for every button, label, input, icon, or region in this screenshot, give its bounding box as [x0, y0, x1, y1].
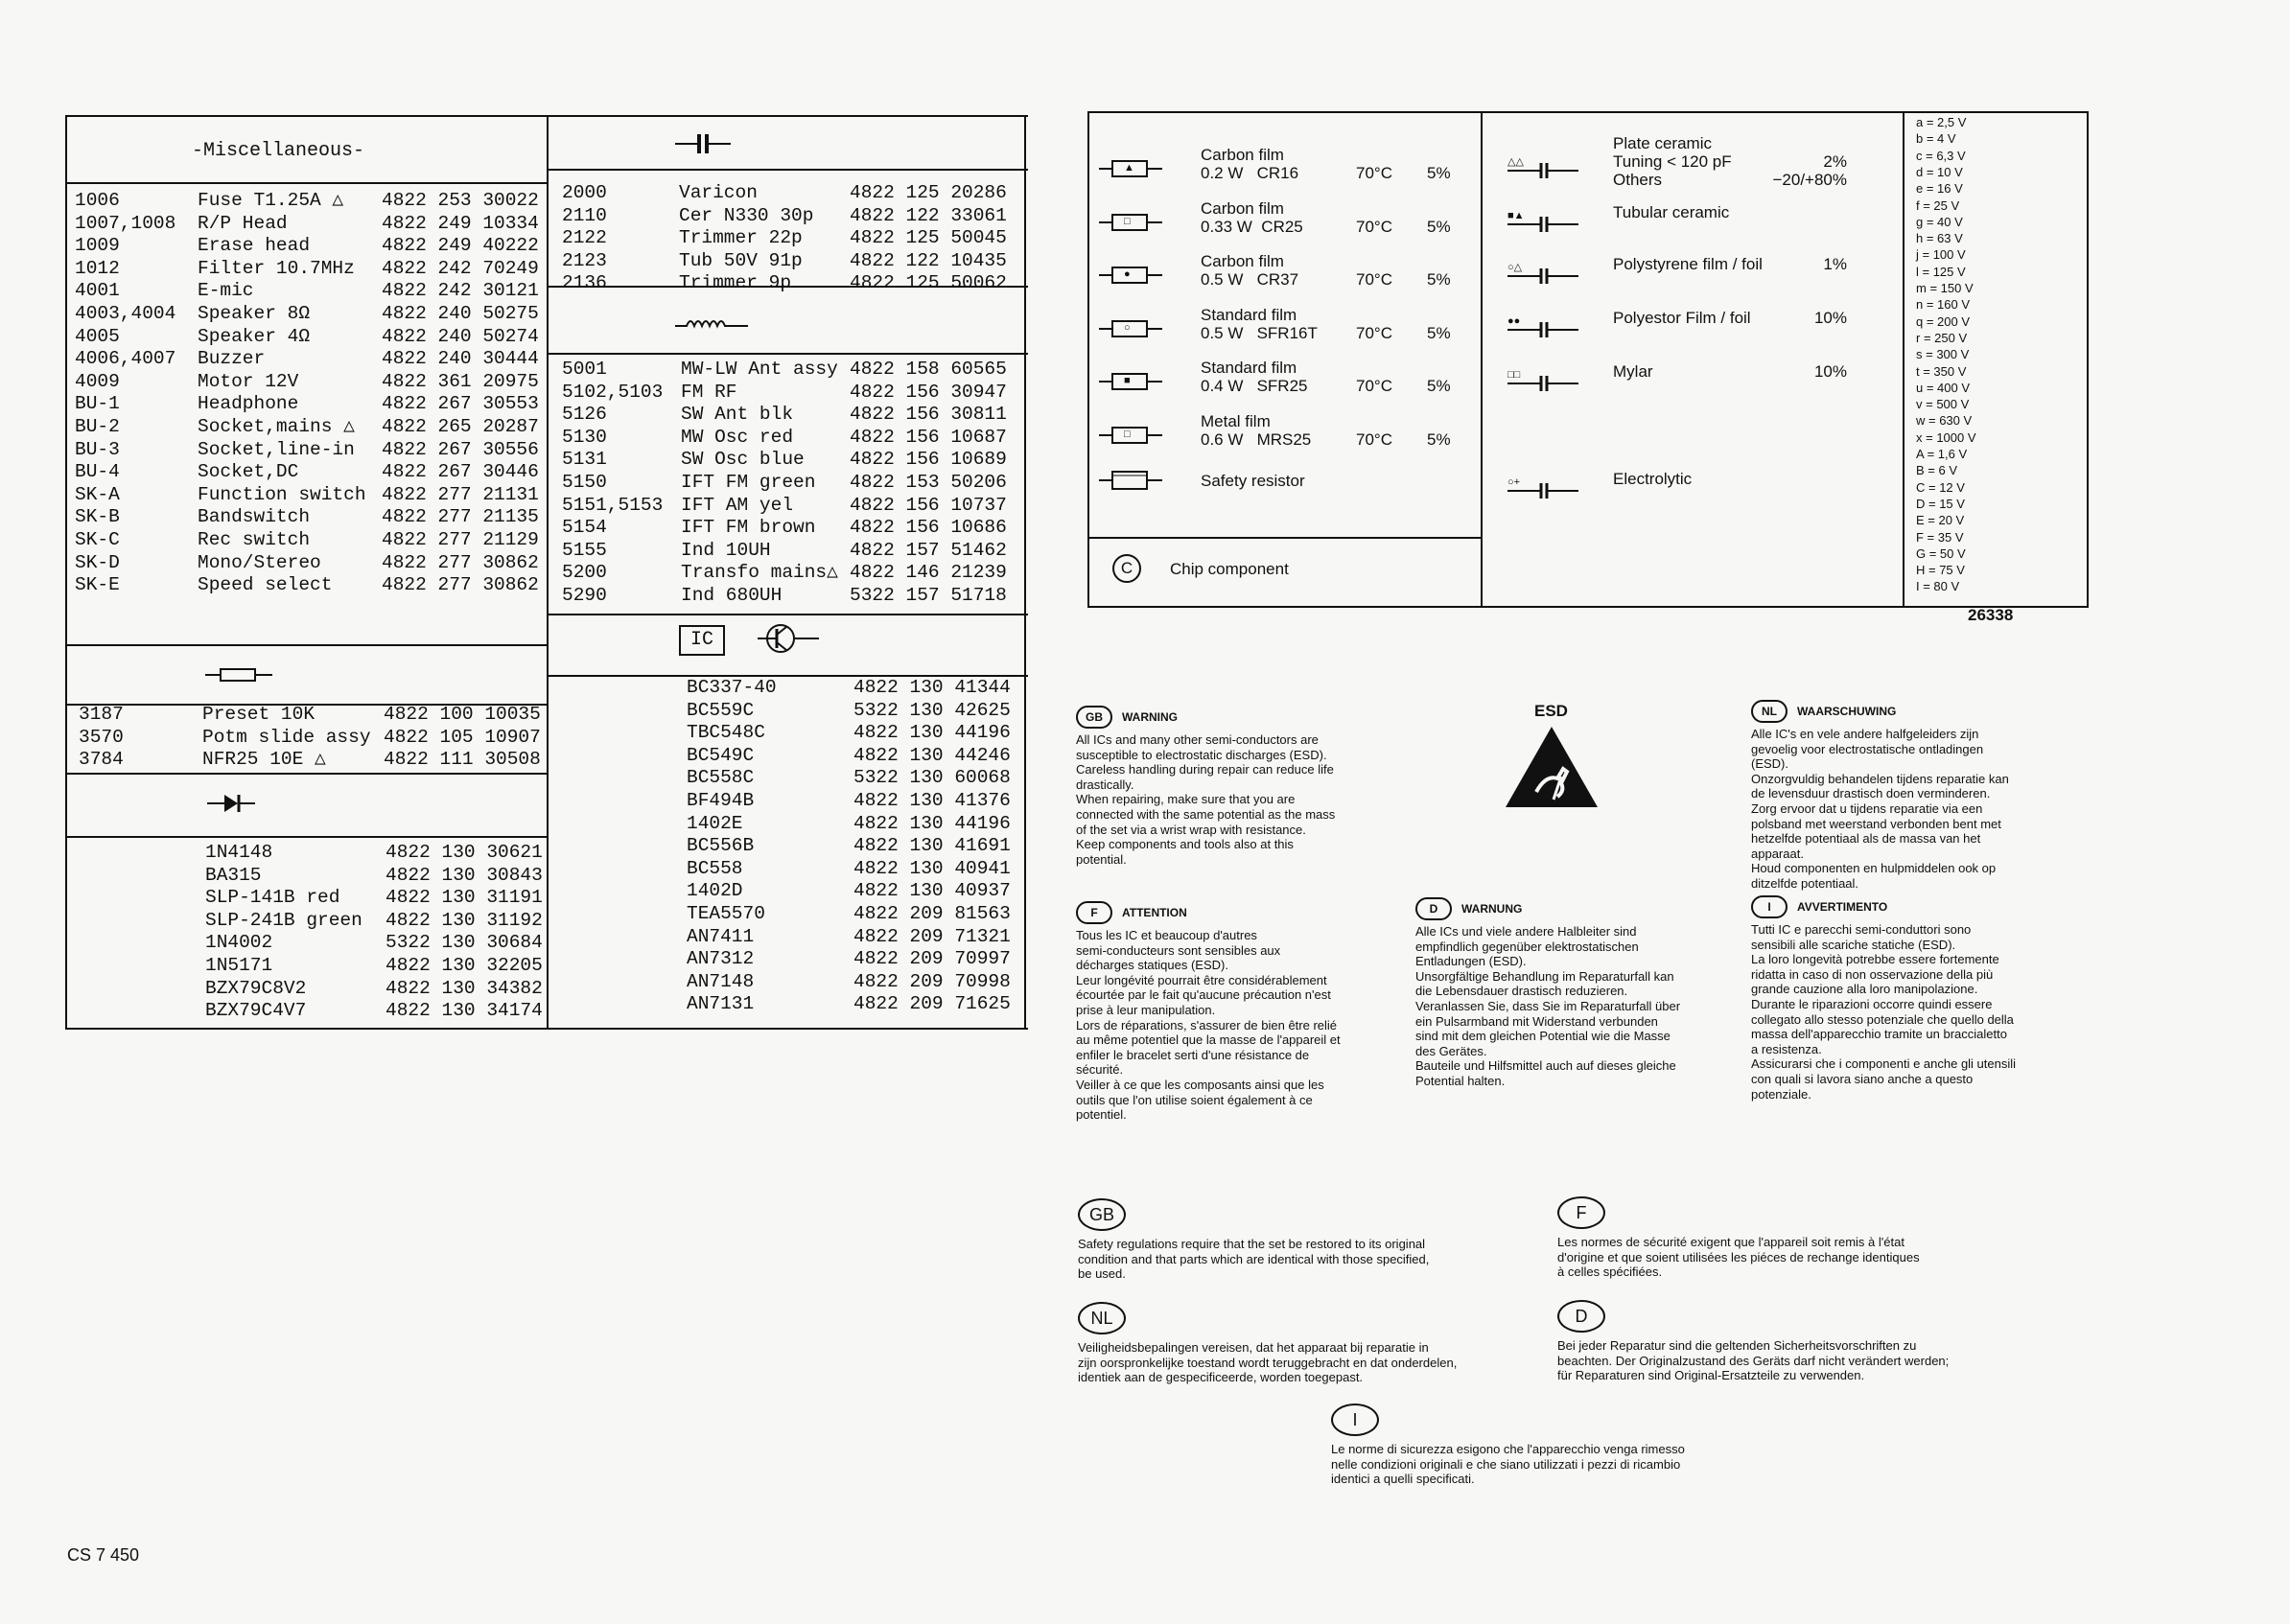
language-tag: GB — [1076, 706, 1112, 729]
voltage-code: v = 500 V — [1916, 397, 1970, 412]
capacitor-mark-icon: ●● — [1507, 315, 1521, 327]
resistor-mark-icon: □ — [1124, 429, 1131, 440]
ref-cell: 1007,1008 — [75, 212, 176, 234]
part-number-cell: 4822 122 33061 — [850, 204, 1007, 226]
ref-cell: 2110 — [562, 204, 607, 226]
language-tag: NL — [1751, 700, 1788, 723]
desc-cell: 1N4002 — [205, 932, 273, 954]
resistor-name: Standard film — [1201, 305, 1297, 324]
voltage-code: b = 4 V — [1916, 131, 1956, 147]
desc-cell: SLP-241B green — [205, 909, 362, 931]
ref-cell: 5150 — [562, 472, 607, 493]
part-number-cell: 4822 156 30947 — [850, 381, 1007, 403]
voltage-code: f = 25 V — [1916, 197, 1960, 213]
desc-cell: Transfo mains△ — [681, 562, 838, 584]
desc-cell: BA315 — [205, 864, 262, 886]
desc-cell: IFT AM yel — [681, 494, 794, 516]
esd-warning-f — [1076, 901, 1392, 1123]
chip-icon: C — [1112, 554, 1141, 583]
resistor-name: Metal film — [1201, 412, 1271, 430]
part-number-cell: 4822 130 32205 — [386, 955, 543, 976]
resistor-mark-icon: ■ — [1124, 375, 1131, 387]
warning-text: Tutti IC e parecchi semi-conduttori sono sensibili alle scariche statiche (ESD). La loro longevità potrebbe essere fortemente ridatta in caso di non osservazione della più grande cauzione alla loro manipolazione. Durante le riparazioni occorre quindi essere collegato allo stesso potenziale che quello della massa dell'apparecchio tramite un braccialetto a resistenza. Assicurarsi che i componenti e anche gli utensili con quali si lavora siano anche a questo potenziale. — [1751, 922, 2017, 1102]
resistor-mark-icon: ○ — [1124, 321, 1131, 334]
part-number-cell: 4822 130 40937 — [853, 880, 1011, 902]
capacitor-tolerance: 2% −20/+80% — [1772, 152, 1847, 189]
part-number-cell: 4822 240 50275 — [382, 303, 539, 324]
component-legend — [1087, 111, 2089, 608]
part-number-cell: 4822 111 30508 — [384, 749, 541, 771]
ref-cell: 5131 — [562, 449, 607, 471]
ref-cell: BU-4 — [75, 461, 120, 483]
desc-cell: MW Osc red — [681, 426, 794, 448]
part-number-cell: 4822 125 50045 — [850, 227, 1007, 249]
capacitor-mark-icon: ■▲ — [1507, 210, 1525, 221]
resistor-temp: 70°C — [1356, 430, 1392, 449]
voltage-code: F = 35 V — [1916, 529, 1964, 545]
desc-cell: Speaker 4Ω — [198, 325, 311, 347]
desc-cell: SLP-141B red — [205, 887, 340, 909]
esd-warning-i — [1751, 895, 2068, 1102]
part-number-cell: 5322 130 60068 — [853, 767, 1011, 789]
esd-warning-gb — [1076, 706, 1392, 867]
desc-cell: BZX79C8V2 — [205, 977, 307, 999]
warning-header — [1076, 706, 1392, 729]
capacitor-name: Plate ceramic Tuning < 120 pF Others — [1613, 134, 1732, 189]
ref-cell: 4001 — [75, 280, 120, 302]
ref-cell: 5126 — [562, 404, 607, 426]
legend-code: 26338 — [1968, 606, 2014, 624]
part-number-cell: 4822 130 30843 — [386, 864, 543, 886]
desc-cell: Mono/Stereo — [198, 551, 321, 573]
resistor-spec: 0.5 W SFR16T — [1201, 323, 1318, 342]
desc-cell: 1N4148 — [205, 842, 273, 863]
resistor-tolerance: 5% — [1427, 164, 1451, 182]
voltage-code: G = 50 V — [1916, 545, 1966, 561]
voltage-code: I = 80 V — [1916, 579, 1960, 594]
capacitor-tolerance: 10% — [1813, 362, 1847, 381]
ref-cell: SK-A — [75, 483, 120, 505]
resistor-type — [1087, 306, 1471, 352]
resistor-temp: 70°C — [1356, 323, 1392, 342]
warning-text: All ICs and many other semi-conductors are susceptible to electrostatic discharges (ESD). Careless handling during repair can reduce life drastically. When repairing, make sure that you are connected with the same potential as the mass of the set via a wrist wrap with resistance. Keep components and tools also at this potential. — [1076, 732, 1336, 867]
footer-model: CS 7 450 — [67, 1545, 140, 1565]
resistor-type — [1087, 199, 1471, 245]
ref-cell: 3784 — [79, 749, 124, 771]
desc-cell: Preset 10K — [202, 704, 315, 725]
safety-text: Le norme di sicurezza esigono che l'apparecchio venga rimesso nelle condizioni originali e che siano utilizzati i pezzi di ricambio identici a quelli specificati. — [1331, 1442, 1685, 1487]
esd-warning-d — [1415, 897, 1732, 1089]
esd-warning-nl — [1751, 700, 2068, 892]
desc-cell: BC558 — [687, 857, 743, 879]
desc-cell: R/P Head — [198, 212, 288, 234]
part-number-cell: 5322 157 51718 — [850, 585, 1007, 606]
voltage-code: m = 150 V — [1916, 281, 1974, 295]
part-number-cell: 4822 267 30556 — [382, 438, 539, 460]
resistor-tolerance: 5% — [1427, 270, 1451, 290]
voltage-code: q = 200 V — [1916, 313, 1971, 329]
voltage-code: d = 10 V — [1916, 164, 1963, 179]
ref-cell: 5151,5153 — [562, 494, 664, 516]
safety-text: Veiligheidsbepalingen vereisen, dat het apparaat bij reparatie in zijn oorspronkelijke toestand wordt teruggebracht en dat onderdelen, identiek aan de gespecificeerde, worden toegepast. — [1078, 1340, 1458, 1385]
voltage-code: h = 63 V — [1916, 231, 1963, 246]
voltage-code: c = 6,3 V — [1916, 148, 1966, 163]
voltage-code: a = 2,5 V — [1916, 115, 1967, 129]
misc-header: -Miscellaneous- — [192, 140, 365, 162]
safety-resistor-label: Safety resistor — [1201, 472, 1305, 490]
part-number-cell: 5322 130 30684 — [386, 932, 543, 954]
part-number-cell: 4822 130 41344 — [853, 677, 1011, 698]
desc-cell: BZX79C4V7 — [205, 1000, 307, 1022]
voltage-code: E = 20 V — [1916, 513, 1965, 528]
ref-cell: 5154 — [562, 517, 607, 539]
diode-symbol-icon — [207, 792, 255, 815]
voltage-code: A = 1,6 V — [1916, 447, 1968, 461]
resistor-tolerance: 5% — [1427, 217, 1451, 236]
desc-cell: BC556B — [687, 835, 755, 857]
desc-cell: BC549C — [687, 744, 755, 766]
part-number-cell: 4822 130 41376 — [853, 790, 1011, 811]
resistor-mark-icon: □ — [1124, 215, 1131, 227]
resistor-spec: 0.5 W CR37 — [1201, 270, 1299, 290]
part-number-cell: 4822 156 10686 — [850, 517, 1007, 539]
voltage-code: C = 12 V — [1916, 479, 1965, 495]
resistor-mark-icon: ▲ — [1124, 162, 1134, 174]
part-number-cell: 4822 209 81563 — [853, 903, 1011, 924]
part-number-cell: 4822 209 70998 — [853, 970, 1011, 992]
part-number-cell: 5322 130 42625 — [853, 699, 1011, 721]
resistor-tolerance: 5% — [1427, 377, 1451, 396]
ref-cell: 5130 — [562, 426, 607, 448]
part-number-cell: 4822 267 30553 — [382, 393, 539, 415]
desc-cell: Varicon — [679, 182, 758, 203]
resistor-spec: 0.2 W CR16 — [1201, 164, 1299, 182]
part-number-cell: 4822 130 34174 — [386, 1000, 543, 1022]
voltage-code: B = 6 V — [1916, 463, 1957, 478]
capacitor-mark-icon: □□ — [1507, 369, 1521, 381]
desc-cell: Headphone — [198, 393, 299, 415]
capacitor-tolerance: 10% — [1813, 309, 1847, 327]
safety-note-d — [1557, 1300, 2018, 1383]
ref-cell: BU-1 — [75, 393, 120, 415]
resistor-temp: 70°C — [1356, 164, 1392, 182]
ref-cell: 2000 — [562, 182, 607, 203]
desc-cell: AN7411 — [687, 925, 755, 947]
desc-cell: Socket,DC — [198, 461, 299, 483]
warning-title: WAARSCHUWING — [1797, 705, 1897, 718]
ref-cell: SK-C — [75, 529, 120, 550]
part-number-cell: 4822 249 40222 — [382, 235, 539, 257]
part-number-cell: 4822 242 30121 — [382, 280, 539, 302]
ref-cell: 5102,5103 — [562, 381, 664, 403]
warning-title: WARNING — [1122, 710, 1178, 724]
resistor-spec: 0.33 W CR25 — [1201, 217, 1303, 236]
part-number-cell: 4822 277 30862 — [382, 551, 539, 573]
ref-cell: 4003,4004 — [75, 303, 176, 324]
capacitor-mark-icon: △△ — [1507, 156, 1524, 168]
resistor-type — [1087, 412, 1471, 458]
resistor-temp: 70°C — [1356, 270, 1392, 290]
warning-text: Alle IC's en vele andere halfgeleiders zijn gevoelig voor electrostatische ontladingen (ESD). Onzorgvuldig behandelen tijdens reparatie kan de levensduur drastisch doen verminderen. Zorg ervoor dat u tijdens reparatie via een polsband met weerstand verbonden bent met hetzelfde potentiaal als de massa van het apparaat. Houd componenten en hulpmiddelen ook op ditzelfde potentiaal. — [1751, 727, 2009, 891]
chip-component-label: Chip component — [1170, 560, 1289, 578]
part-number-cell: 4822 242 70249 — [382, 257, 539, 279]
desc-cell: Socket,mains △ — [198, 416, 355, 437]
resistor-name: Carbon film — [1201, 146, 1284, 164]
desc-cell: Trimmer 22p — [679, 227, 803, 249]
warning-text: Alle ICs und viele andere Halbleiter sind empfindlich gegenüber elektrostatischen Entladungen (ESD). Unsorgfältige Behandlung im Reparaturfall kan die Lebensdauer drastisch reduzieren. Veranlassen Sie, dass Sie im Reparaturfall über ein Pulsarmband mit Widerstand verbunden sind mit dem gleichen Potential wie die Masse des Gerätes. Bauteile und Hilfsmittel auch auf dieses gleiche Potential halten. — [1415, 924, 1681, 1088]
part-number-cell: 4822 267 30446 — [382, 461, 539, 483]
resistor-temp: 70°C — [1356, 217, 1392, 236]
warning-header — [1415, 897, 1732, 920]
part-number-cell: 4822 122 10435 — [850, 249, 1007, 271]
safety-text: Bei jeder Reparatur sind die geltenden Sicherheitsvorschriften zu beachten. Der Originalzustand des Geräts darf nicht verändert werden; für Reparaturen sind Original-Ersatzteile zu verwenden. — [1557, 1338, 1950, 1383]
part-number-cell: 4822 265 20287 — [382, 416, 539, 437]
safety-note-gb — [1078, 1198, 1538, 1282]
safety-note-nl — [1078, 1302, 1538, 1385]
desc-cell: Motor 12V — [198, 370, 299, 392]
language-tag: I — [1331, 1404, 1379, 1436]
desc-cell: AN7312 — [687, 948, 755, 970]
desc-cell: BF494B — [687, 790, 755, 811]
desc-cell: AN7148 — [687, 970, 755, 992]
part-number-cell: 4822 157 51462 — [850, 539, 1007, 561]
voltage-code: H = 75 V — [1916, 563, 1965, 578]
language-tag: NL — [1078, 1302, 1126, 1334]
part-number-cell: 4822 158 60565 — [850, 359, 1007, 380]
desc-cell: BC337-40 — [687, 677, 777, 698]
part-number-cell: 4822 130 34382 — [386, 977, 543, 999]
ref-cell: 3570 — [79, 726, 124, 748]
capacitor-name: Polystyrene film / foil — [1613, 255, 1763, 273]
desc-cell: Potm slide assy — [202, 726, 371, 748]
ref-cell: BU-2 — [75, 416, 120, 437]
part-number-cell: 4822 100 10035 — [384, 704, 541, 725]
desc-cell: MW-LW Ant assy — [681, 359, 838, 380]
ref-cell: 3187 — [79, 704, 124, 725]
desc-cell: Rec switch — [198, 529, 311, 550]
part-number-cell: 4822 105 10907 — [384, 726, 541, 748]
voltage-code: t = 350 V — [1916, 363, 1967, 379]
voltage-code: u = 400 V — [1916, 380, 1971, 395]
safety-note-f — [1557, 1196, 2018, 1280]
part-number-cell: 4822 240 50274 — [382, 325, 539, 347]
voltage-code: s = 300 V — [1916, 347, 1970, 362]
part-number-cell: 4822 130 31191 — [386, 887, 543, 909]
voltage-code: g = 40 V — [1916, 214, 1963, 229]
desc-cell: TBC548C — [687, 722, 765, 744]
voltage-code: l = 125 V — [1916, 264, 1966, 279]
language-tag: F — [1557, 1196, 1605, 1229]
desc-cell: Cer N330 30p — [679, 204, 814, 226]
voltage-code: D = 15 V — [1916, 496, 1965, 511]
voltage-code: j = 100 V — [1916, 247, 1966, 263]
capacitor-tolerance: 1% — [1823, 255, 1847, 273]
desc-cell: Erase head — [198, 235, 311, 257]
desc-cell: IFT FM green — [681, 472, 816, 493]
ref-cell: SK-D — [75, 551, 120, 573]
safety-resistor-icon — [1099, 468, 1162, 493]
resistor-mark-icon: ● — [1124, 268, 1131, 281]
safety-text: Safety regulations require that the set be restored to its original condition and that parts which are identical with those specified, be used. — [1078, 1237, 1430, 1282]
part-number-cell: 4822 130 41691 — [853, 835, 1011, 857]
resistor-spec: 0.4 W SFR25 — [1201, 377, 1308, 396]
warning-header — [1076, 901, 1392, 924]
desc-cell: Fuse T1.25A △ — [198, 190, 344, 211]
part-number-cell: 4822 253 30022 — [382, 190, 539, 211]
part-number-cell: 4822 361 20975 — [382, 370, 539, 392]
desc-cell: Ind 680UH — [681, 585, 783, 606]
voltage-code: e = 16 V — [1916, 181, 1963, 197]
capacitor-symbol-icon — [675, 132, 733, 155]
resistor-type — [1087, 359, 1471, 405]
language-tag: F — [1076, 901, 1112, 924]
desc-cell: SW Ant blk — [681, 404, 794, 426]
ic-symbol-icon: IC — [679, 625, 725, 656]
language-tag: GB — [1078, 1198, 1126, 1231]
part-number-cell: 4822 277 21135 — [382, 506, 539, 528]
voltage-code: n = 160 V — [1916, 297, 1971, 313]
capacitor-name: Tubular ceramic — [1613, 203, 1730, 221]
desc-cell: TEA5570 — [687, 903, 765, 924]
desc-cell: Ind 10UH — [681, 539, 771, 561]
resistor-temp: 70°C — [1356, 377, 1392, 396]
ref-cell: SK-E — [75, 574, 120, 596]
ref-cell: 4006,4007 — [75, 348, 176, 370]
part-number-cell: 4822 130 31192 — [386, 909, 543, 931]
part-number-cell: 4822 277 21131 — [382, 483, 539, 505]
desc-cell: Speed select — [198, 574, 333, 596]
desc-cell: NFR25 10E △ — [202, 749, 326, 771]
desc-cell: Socket,line-in — [198, 438, 355, 460]
ref-cell: 1012 — [75, 257, 120, 279]
desc-cell: Tub 50V 91p — [679, 249, 803, 271]
resistor-name: Carbon film — [1201, 252, 1284, 271]
part-number-cell: 4822 277 21129 — [382, 529, 539, 550]
part-number-cell: 4822 130 44196 — [853, 722, 1011, 744]
desc-cell: Bandswitch — [198, 506, 311, 528]
desc-cell: AN7131 — [687, 993, 755, 1015]
ref-cell: 2122 — [562, 227, 607, 249]
resistor-type — [1087, 146, 1471, 192]
ref-cell: 5001 — [562, 359, 607, 380]
language-tag: I — [1751, 895, 1788, 918]
capacitor-name: Mylar — [1613, 362, 1653, 381]
part-number-cell: 4822 125 20286 — [850, 182, 1007, 203]
part-number-cell: 4822 249 10334 — [382, 212, 539, 234]
part-number-cell: 4822 209 70997 — [853, 948, 1011, 970]
ref-cell: 5200 — [562, 562, 607, 584]
part-number-cell: 4822 130 44246 — [853, 744, 1011, 766]
voltage-code: w = 630 V — [1916, 413, 1973, 429]
resistor-tolerance: 5% — [1427, 323, 1451, 342]
transistor-symbol-icon — [758, 621, 819, 656]
resistor-name: Standard film — [1201, 359, 1297, 378]
part-number-cell: 4822 146 21239 — [850, 562, 1007, 584]
resistor-spec: 0.6 W MRS25 — [1201, 430, 1312, 449]
part-number-cell: 4822 156 10737 — [850, 494, 1007, 516]
warning-header — [1751, 895, 2068, 918]
ref-cell: BU-3 — [75, 438, 120, 460]
part-number-cell: 4822 209 71321 — [853, 925, 1011, 947]
warning-title: AVVERTIMENTO — [1797, 900, 1888, 914]
desc-cell: 1402D — [687, 880, 743, 902]
warning-text: Tous les IC et beaucoup d'autres semi-conducteurs sont sensibles aux décharges statiques (ESD). Leur longévité pourrait être considérablement écourtée par le fait qu'aucune précaution n'est prise à leur manipulation. Lors de réparations, s'assurer de bien être relié au même potentiel que la masse de l'appareil et enfiler le bracelet serti d'une résistance de sécurité. Veiller à ce que les composants ainsi que les outils que l'on utilise soient également à ce potentiel. — [1076, 928, 1341, 1123]
resistor-symbol-icon — [205, 665, 272, 684]
desc-cell: Trimmer 9p — [679, 272, 792, 294]
part-number-cell: 4822 209 71625 — [853, 993, 1011, 1015]
parts-table — [65, 115, 1028, 1032]
desc-cell: E-mic — [198, 280, 254, 302]
esd-warning-icon — [1504, 725, 1600, 809]
part-number-cell: 4822 156 10689 — [850, 449, 1007, 471]
desc-cell: Speaker 8Ω — [198, 303, 311, 324]
part-number-cell: 4822 156 30811 — [850, 404, 1007, 426]
voltage-code: r = 250 V — [1916, 330, 1968, 345]
part-number-cell: 4822 130 40941 — [853, 857, 1011, 879]
ref-cell: 1009 — [75, 235, 120, 257]
warning-title: ATTENTION — [1122, 906, 1187, 919]
ref-cell: 5290 — [562, 585, 607, 606]
ref-cell: 4005 — [75, 325, 120, 347]
capacitor-name: Polyestor Film / foil — [1613, 309, 1751, 327]
part-number-cell: 4822 277 30862 — [382, 574, 539, 596]
desc-cell: 1N5171 — [205, 955, 273, 976]
desc-cell: Buzzer — [198, 348, 266, 370]
safety-note-i — [1331, 1404, 1791, 1487]
warning-header — [1751, 700, 2068, 723]
resistor-name: Carbon film — [1201, 198, 1284, 218]
ref-cell: 5155 — [562, 539, 607, 561]
capacitor-mark-icon: ○+ — [1507, 476, 1521, 488]
desc-cell: SW Osc blue — [681, 449, 805, 471]
part-number-cell: 4822 153 50206 — [850, 472, 1007, 493]
language-tag: D — [1557, 1300, 1605, 1333]
desc-cell: 1402E — [687, 812, 743, 834]
resistor-tolerance: 5% — [1427, 430, 1451, 449]
warning-title: WARNUNG — [1461, 902, 1523, 916]
resistor-type — [1087, 252, 1471, 298]
voltage-code: x = 1000 V — [1916, 429, 1976, 445]
part-number-cell: 4822 125 50062 — [850, 272, 1007, 294]
part-number-cell: 4822 240 30444 — [382, 348, 539, 370]
desc-cell: Filter 10.7MHz — [198, 257, 355, 279]
desc-cell: BC558C — [687, 767, 755, 789]
coil-symbol-icon — [675, 313, 748, 332]
part-number-cell: 4822 130 30621 — [386, 842, 543, 863]
desc-cell: BC559C — [687, 699, 755, 721]
capacitor-mark-icon: ○△ — [1507, 262, 1523, 273]
ref-cell: SK-B — [75, 506, 120, 528]
ref-cell: 2123 — [562, 249, 607, 271]
desc-cell: Function switch — [198, 483, 366, 505]
part-number-cell: 4822 130 44196 — [853, 812, 1011, 834]
esd-title: ESD — [1534, 702, 1568, 720]
desc-cell: FM RF — [681, 381, 737, 403]
ref-cell: 2136 — [562, 272, 607, 294]
capacitor-name: Electrolytic — [1613, 470, 1693, 488]
part-number-cell: 4822 156 10687 — [850, 426, 1007, 448]
ref-cell: 1006 — [75, 190, 120, 211]
desc-cell: IFT FM brown — [681, 517, 816, 539]
language-tag: D — [1415, 897, 1452, 920]
safety-text: Les normes de sécurité exigent que l'appareil soit remis à l'état d'origine et que soient utilisées les piéces de rechange identiques à celles spécifiées. — [1557, 1235, 1920, 1280]
ref-cell: 4009 — [75, 370, 120, 392]
